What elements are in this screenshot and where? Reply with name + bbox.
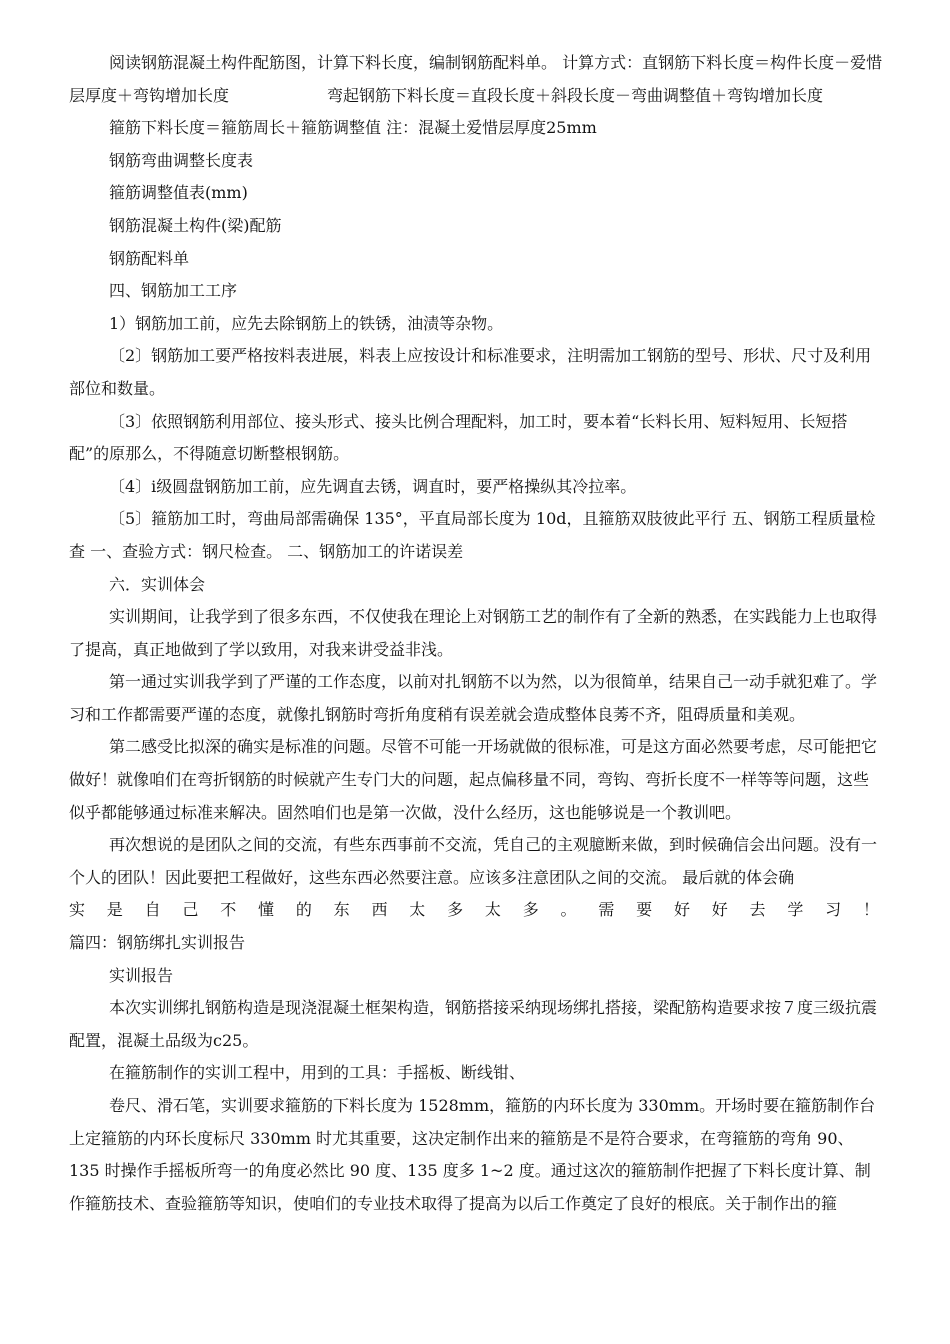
section-heading-reflection: 六．实训体会 (109, 574, 206, 594)
paragraph-beam-rebar: 钢筋混凝土构件(梁)配筋 (109, 215, 282, 235)
section-heading-chapter4: 篇四：钢筋绑扎实训报告 (69, 933, 246, 953)
paragraph-report-1: 本次实训绑扎钢筋构造是现浇混凝土框架构造，钢筋搭接采纳现场绑扎搭接，梁配筋构造要求按７度三级抗震配置，混凝土品级为c25。 (69, 998, 878, 1050)
paragraph-report-3: 卷尺、滑石笔，实训要求箍筋的下料长度为 1528mm，箍筋的内环长度为 330mm。开场时要在箍筋制作台上定箍筋的内环长度标尺 330mm 时尤其重要，这决定制作出来的箍筋是不是符合要求，在弯箍筋的弯角 90、135 时操作手摇板所弯一的角度必然比 90 度、135 度多 1~2 度。通过这次的箍筋制作把握了下料长度计算、制作箍筋技术、查验箍筋等知识，使咱们的专业技术取得了提高为以后工作奠定了良好的根底。关于制作出的箍 (69, 1096, 876, 1213)
paragraph-reflection-3: 第二感受比拟深的确实是标准的问题。尽管不可能一开场就做的很标准，可是这方面必然要考虑，尽可能把它做好！就像咱们在弯折钢筋的时候就产生专门大的问题，起点偏移量不同，弯钩、弯折长度不一样等等问题，这些似乎都能够通过标准来解决。固然咱们也是第一次做，没什么经历，这也能够说是一个教训吧。 (69, 737, 878, 822)
paragraph-reflection-1: 实训期间，让我学到了很多东西，不仅使我在理论上对钢筋工艺的制作有了全新的熟悉，在实践能力上也取得了提高，真正地做到了学以致用，对我来讲受益非浅。 (69, 607, 878, 659)
paragraph-process-2: 〔2〕钢筋加工要严格按料表进展，料表上应按设计和标准要求，注明需加工钢筋的型号、形状、尺寸及利用部位和数量。 (69, 346, 872, 398)
paragraph-calc-method (69, 47, 883, 112)
paragraph-bend-table: 钢筋弯曲调整长度表 (109, 150, 254, 170)
document-body (69, 47, 883, 1220)
paragraph-stirrup-table: 箍筋调整值表(mm) (109, 183, 248, 203)
paragraph-process-3: 〔3〕依照钢筋利用部位、接头形式、接头比例合理配料，加工时，要本着“长料长用、短料短用、长短搭配”的原那么，不得随意切断整根钢筋。 (69, 411, 848, 464)
paragraph-process-5: 〔5〕箍筋加工时，弯曲局部需确保 135°，平直局部长度为 10d，且箍筋双肢彼此平行 五、钢筋工程质量检查 一、查验方式：钢尺检查。 二、钢筋加工的许诺误差 (69, 509, 876, 561)
paragraph-reflection-4-end: 实是自己不懂的东西太多太多。需要好好去学习！ (69, 900, 883, 920)
paragraph-stirrup-formula: 箍筋下料长度＝箍筋周长＋箍筋调整值 注：混凝土爱惜层厚度25mm (109, 118, 597, 138)
paragraph-reflection-2: 第一通过实训我学到了严谨的工作态度，以前对扎钢筋不以为然，以为很简单，结果自己一动手就犯难了。学习和工作都需要严谨的态度，就像扎钢筋时弯折角度稍有误差就会造成整体良莠不齐，阻碍质量和美观。 (69, 672, 878, 724)
paragraph-rebar-list: 钢筋配料单 (109, 248, 190, 268)
section-heading-report: 实训报告 (109, 965, 174, 985)
paragraph-process-1: 1）钢筋加工前，应先去除钢筋上的铁锈，油渍等杂物。 (109, 313, 504, 333)
paragraph-calc-method-text: 阅读钢筋混凝土构件配筋图，计算下料长度，编制钢筋配料单。 计算方式：直钢筋下料长度＝构件长度－爱惜层厚度＋弯钩增加长度 (69, 53, 883, 105)
paragraph-calc-method-bent: 弯起钢筋下料长度＝直段长度＋斜段长度－弯曲调整值＋弯钩增加长度 (327, 85, 824, 105)
paragraph-process-4: 〔4〕i级圆盘钢筋加工前，应先调直去锈，调直时，要严格操纵其冷拉率。 (109, 476, 637, 496)
paragraph-reflection-4: 再次想说的是团队之间的交流，有些东西事前不交流，凭自己的主观臆断来做，到时候确信会出问题。没有一个人的团队！因此要把工程做好，这些东西必然要注意。应该多注意团队之间的交流。 最后就的体会确 (69, 835, 878, 887)
paragraph-report-2: 在箍筋制作的实训工程中，用到的工具：手摇板、断线钳、 (109, 1063, 526, 1083)
section-heading-processing: 四、钢筋加工工序 (109, 281, 238, 301)
